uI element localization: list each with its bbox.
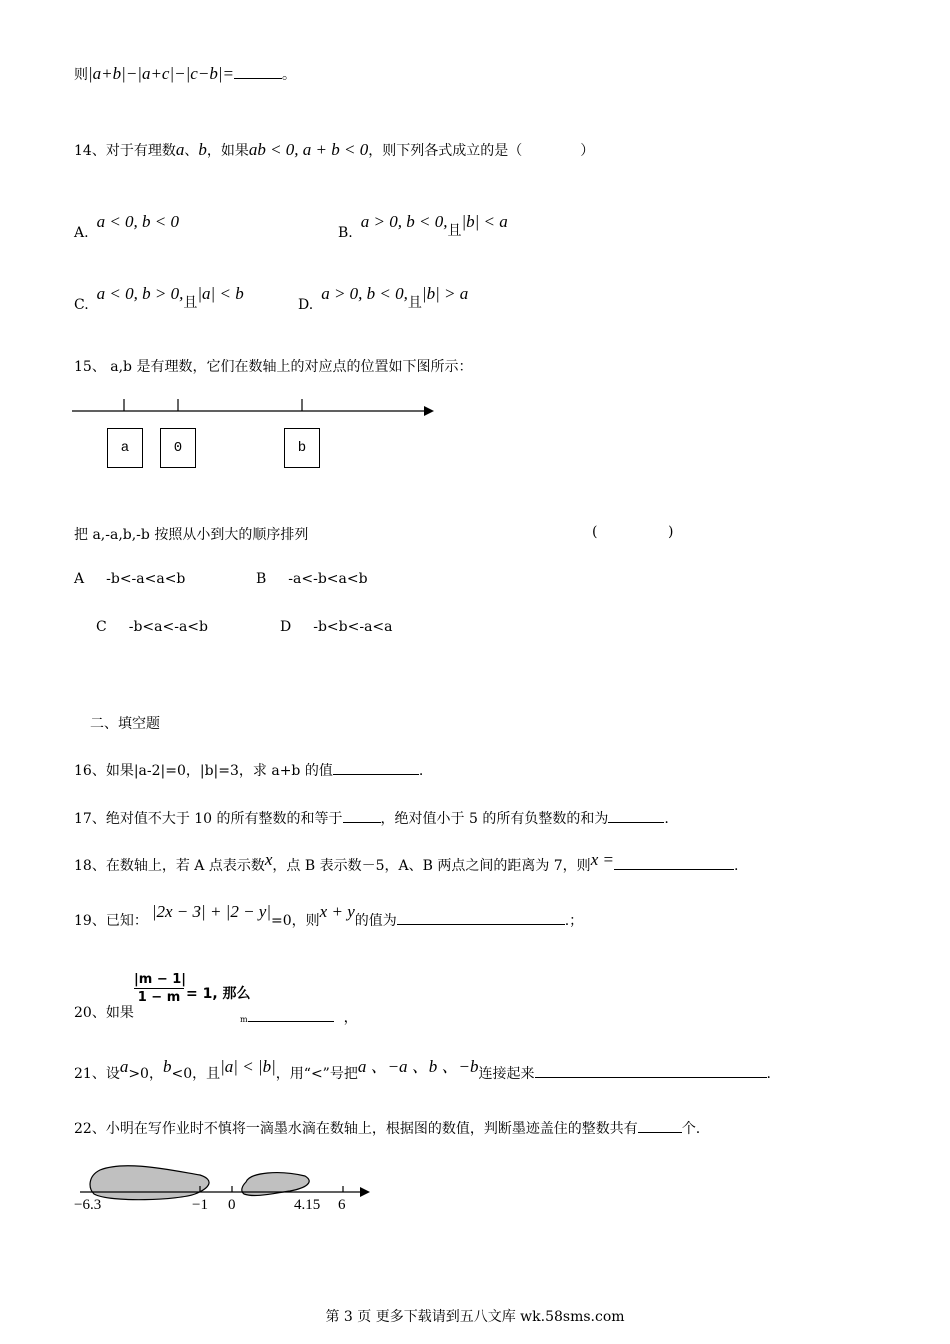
q15-number-line	[0, 390, 460, 430]
ink-blot-left	[90, 1166, 209, 1200]
label-six: 6	[338, 1197, 346, 1213]
label-zero: 0	[228, 1197, 236, 1213]
q15-paren-open: (	[592, 524, 598, 540]
q13-expr: |a+b|−|a+c|−|c−b|=	[88, 64, 234, 83]
box-zero: 0	[160, 428, 196, 468]
q17-blank-2[interactable]	[608, 808, 664, 823]
q15-option-c[interactable]: C -b<a<-a<b	[96, 619, 208, 635]
label-neg-6-3: −6.3	[74, 1197, 102, 1213]
q19-blank[interactable]	[397, 910, 565, 925]
q14-option-a[interactable]: A.a < 0, b < 0	[74, 212, 180, 241]
q15-instruction: 把 a,-a,b,-b 按照从小到大的顺序排列	[74, 527, 309, 543]
q18: 18、在数轴上，若 A 点表示数x，点 B 表示数－5，A、B 两点之间的距离为 7，则x = .	[74, 850, 739, 874]
q22-blank[interactable]	[638, 1118, 682, 1133]
q14-condition: ab < 0, a + b < 0	[248, 140, 369, 159]
q15-stem: 15、 a,b 是有理数，它们在数轴上的对应点的位置如下图所示：	[74, 359, 473, 375]
q19: 19、已知： |2x − 3| + |2 − y|=0，则x + y的值为 .；	[74, 902, 584, 929]
q13-blank[interactable]	[234, 64, 282, 79]
q14-stem: 14、对于有理数a、b，如果ab < 0, a + b < 0，则下列各式成立的是（ ）	[74, 140, 595, 159]
label-neg-1: −1	[192, 1197, 208, 1213]
q14-option-c[interactable]: C.a < 0, b > 0,且|a| < b	[74, 284, 244, 313]
q20-rhs: = 1, 那么	[186, 986, 251, 1002]
q14-option-b[interactable]: B.a > 0, b < 0,且|b| < a	[338, 212, 508, 241]
q16: 16、如果|a-2|=0，|b|=3，求 a+b 的值 .	[74, 760, 423, 780]
ink-axis-arrow	[360, 1187, 370, 1197]
q20-fraction: |m − 1| 1 − m	[134, 972, 187, 1005]
section-title: 二、填空题	[90, 716, 160, 732]
q15-paren-close: )	[668, 524, 674, 540]
box-b: b	[284, 428, 320, 468]
box-a: a	[107, 428, 143, 468]
q16-blank[interactable]	[333, 760, 419, 775]
q15-option-a[interactable]: A -b<-a<a<b	[74, 571, 186, 587]
q20-blank[interactable]	[248, 1007, 334, 1022]
label-4-15: 4.15	[294, 1197, 321, 1213]
q17: 17、绝对值不大于 10 的所有整数的和等于 ，绝对值小于 5 的所有负整数的和为 .	[74, 808, 669, 828]
q22: 22、小明在写作业时不慎将一滴墨水滴在数轴上，根据图的数值，判断墨迹盖住的整数共有 个.	[74, 1118, 700, 1138]
q19-expr: |2x − 3| + |2 − y|	[151, 902, 272, 921]
q20-label: 20、如果	[74, 1005, 134, 1021]
q18-blank[interactable]	[614, 855, 734, 870]
q15-option-d[interactable]: D -b<b<-a<a	[280, 619, 393, 635]
page-footer: 第 3 页 更多下载请到五八文库 wk.58sms.com	[325, 1309, 625, 1325]
q21: 21、设a>0，b<0，且|a| < |b|，用“<”号把a 、−a 、b 、−b连接起来 .	[74, 1057, 771, 1082]
q20-answer: m ，	[240, 1007, 358, 1027]
q15-option-b[interactable]: B -a<-b<a<b	[256, 571, 368, 587]
q21-blank[interactable]	[535, 1063, 767, 1078]
q17-blank-1[interactable]	[343, 808, 381, 823]
q14-option-d[interactable]: D.a > 0, b < 0,且|b| > a	[298, 284, 469, 313]
q13-tail: 则|a+b|−|a+c|−|c−b|= 。	[74, 64, 296, 83]
number-line-arrow	[424, 406, 434, 416]
